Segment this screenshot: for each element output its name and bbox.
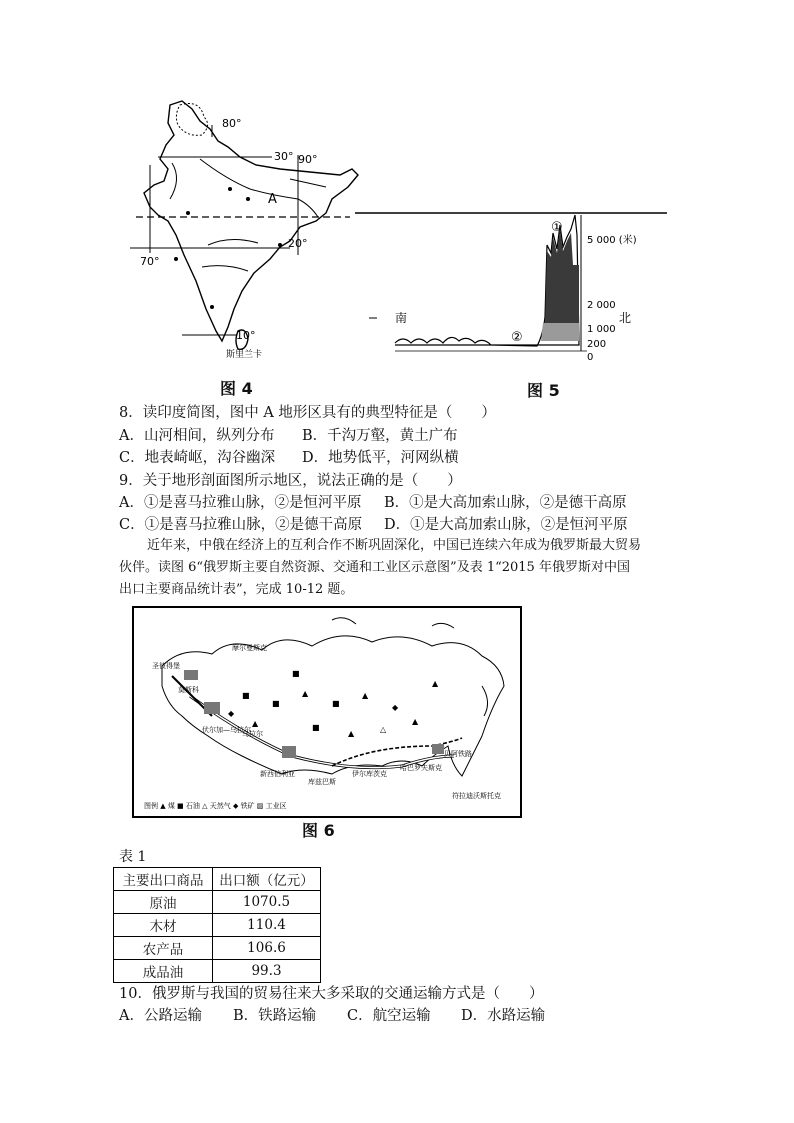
q10-option-d: D．水路运输 bbox=[461, 1008, 546, 1024]
svg-text:△: △ bbox=[380, 725, 387, 734]
table-cell-value: 1070.5 bbox=[213, 891, 321, 914]
table-cell-value: 110.4 bbox=[213, 914, 321, 937]
intro-line-2: 伙伴。读图 6“俄罗斯主要自然资源、交通和工业区示意图”及表 1“2015 年俄罗斯对中国 bbox=[119, 560, 630, 575]
svg-text:▲: ▲ bbox=[432, 679, 439, 688]
svg-text:■: ■ bbox=[272, 699, 280, 708]
q9-option-b: B．①是大高加索山脉，②是德干高原 bbox=[384, 495, 627, 511]
label-20: 20° bbox=[288, 237, 308, 250]
table-header-row bbox=[114, 868, 321, 891]
label-baltic: 圣彼得堡 bbox=[152, 662, 180, 670]
table-cell-item: 成品油 bbox=[114, 960, 213, 983]
label-point2: ② bbox=[511, 330, 523, 345]
svg-text:▲: ▲ bbox=[302, 689, 309, 698]
table-cell-item: 原油 bbox=[114, 891, 213, 914]
label-north: 北 bbox=[619, 311, 632, 325]
table-cell-item: 木材 bbox=[114, 914, 213, 937]
intro-paragraph bbox=[119, 535, 679, 601]
table-cell-value: 106.6 bbox=[213, 937, 321, 960]
table-row bbox=[114, 937, 321, 960]
label-70: 70° bbox=[140, 255, 160, 268]
q10-option-b: B．铁路运输 bbox=[233, 1008, 317, 1024]
label-point1: ① bbox=[551, 220, 563, 235]
svg-text:■: ■ bbox=[312, 723, 320, 732]
table-row bbox=[114, 914, 321, 937]
question-9-row2 bbox=[119, 513, 628, 534]
label-irkutsk: 伊尔库茨克 bbox=[352, 770, 387, 778]
question-9-row1 bbox=[119, 491, 627, 512]
q9-option-c: C．①是喜马拉雅山脉，②是德干高原 bbox=[119, 517, 363, 533]
figure-5-profile bbox=[355, 205, 675, 365]
question-9-stem: 9．关于地形剖面图所示地区，说法正确的是（ ） bbox=[119, 473, 462, 489]
svg-text:▲: ▲ bbox=[252, 719, 259, 728]
table-cell-item: 农产品 bbox=[114, 937, 213, 960]
table-row bbox=[114, 891, 321, 914]
figure-6-legend: 图例 ▲ 煤 ■ 石油 △ 天然气 ◆ 铁矿 ▨ 工业区 bbox=[144, 802, 287, 810]
svg-text:■: ■ bbox=[242, 691, 250, 700]
label-80: 80° bbox=[222, 117, 242, 130]
question-8-row1 bbox=[119, 424, 458, 445]
q9-option-a: A．①是喜马拉雅山脉，②是恒河平原 bbox=[119, 495, 362, 511]
table-header-value: 出口额（亿元） bbox=[213, 868, 321, 891]
table-1-title: 表 1 bbox=[119, 849, 147, 865]
label-30: 30° bbox=[274, 150, 294, 163]
figure-4-india-map bbox=[130, 95, 365, 370]
label-1000: 1 000 bbox=[587, 324, 616, 335]
label-5000: 5 000 (米) bbox=[587, 235, 637, 246]
label-kuzbass: 库兹巴斯 bbox=[308, 778, 336, 786]
svg-text:■: ■ bbox=[332, 699, 340, 708]
svg-text:■: ■ bbox=[292, 669, 300, 678]
q9-option-d: D．①是大高加索山脉，②是恒河平原 bbox=[384, 517, 628, 533]
question-10-stem: 10．俄罗斯与我国的贸易往来大多采取的交通运输方式是（ ） bbox=[119, 986, 544, 1002]
label-murmansk: 摩尔曼斯克 bbox=[232, 644, 267, 652]
label-novosibirsk: 新西伯利亚 bbox=[260, 770, 295, 778]
label-south: 南 bbox=[395, 311, 408, 325]
label-moscow: 莫斯科 bbox=[178, 686, 199, 694]
figure-6-caption: 图 6 bbox=[302, 821, 335, 840]
q10-option-a: A．公路运输 bbox=[119, 1008, 202, 1024]
figure-4-caption: 图 4 bbox=[220, 379, 253, 398]
intro-line-1: 近年来，中俄在经济上的互利合作不断巩固深化，中国已连续六年成为俄罗斯最大贸易 bbox=[147, 538, 642, 553]
figure-5-caption: 图 5 bbox=[527, 381, 560, 400]
label-volga: 伏尔加—乌拉尔 bbox=[202, 726, 251, 734]
svg-text:▲: ▲ bbox=[412, 717, 419, 726]
export-table bbox=[113, 867, 321, 983]
label-90: 90° bbox=[298, 153, 318, 166]
label-a: A bbox=[268, 192, 277, 207]
label-khabarovsk: 哈巴罗夫斯克 bbox=[400, 764, 442, 772]
label-srilanka: 斯里兰卡 bbox=[226, 350, 263, 360]
svg-text:▲: ▲ bbox=[348, 729, 355, 738]
figure-6-russia-map bbox=[132, 606, 522, 818]
question-10-options bbox=[119, 1004, 545, 1025]
label-10: 10° bbox=[236, 329, 256, 342]
svg-text:▲: ▲ bbox=[362, 691, 369, 700]
table-cell-value: 99.3 bbox=[213, 960, 321, 983]
svg-text:◆: ◆ bbox=[228, 709, 235, 718]
intro-line-3: 出口主要商品统计表”，完成 10-12 题。 bbox=[119, 582, 354, 597]
label-ural: 乌拉尔 bbox=[242, 730, 263, 738]
svg-text:◆: ◆ bbox=[392, 703, 399, 712]
label-200: 200 bbox=[587, 339, 607, 350]
label-0: 0 bbox=[587, 352, 594, 363]
label-bam: 贝阿铁路 bbox=[444, 750, 472, 758]
q8-option-b: B．千沟万壑，黄土广布 bbox=[302, 428, 458, 444]
q8-option-c: C．地表崎岖，沟谷幽深 bbox=[119, 450, 276, 466]
q8-option-a: A．山河相间，纵列分布 bbox=[119, 428, 275, 444]
q10-option-c: C．航空运输 bbox=[347, 1008, 431, 1024]
q8-option-d: D．地势低平，河网纵横 bbox=[302, 450, 459, 466]
question-8-row2 bbox=[119, 446, 459, 467]
question-8-stem: 8．读印度简图，图中 A 地形区具有的典型特征是（ ） bbox=[119, 405, 496, 421]
label-vladivostok: 符拉迪沃斯托克 bbox=[452, 792, 501, 800]
table-row bbox=[114, 960, 321, 983]
label-2000: 2 000 bbox=[587, 300, 616, 311]
table-header-item: 主要出口商品 bbox=[114, 868, 213, 891]
